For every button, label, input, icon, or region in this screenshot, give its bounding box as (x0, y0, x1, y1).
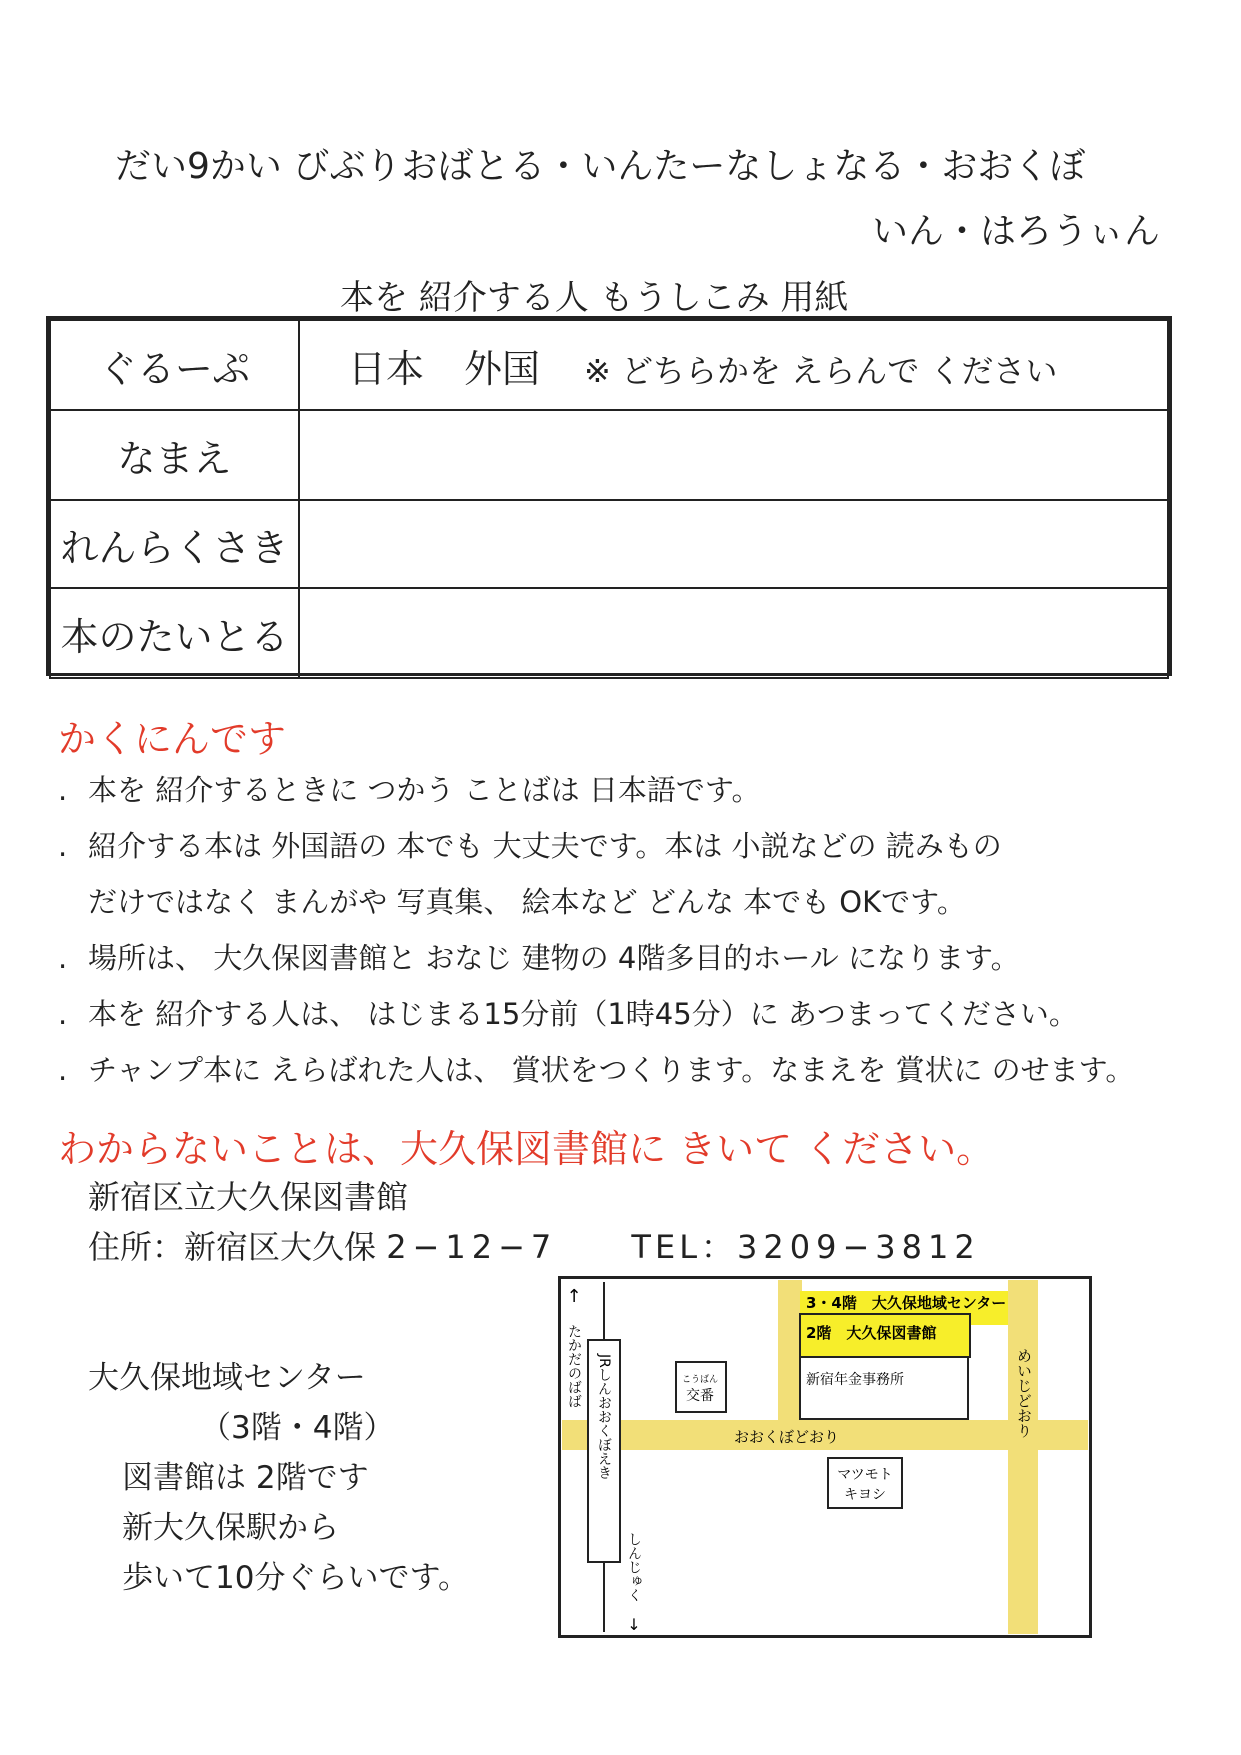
up-arrow: ↑ (566, 1286, 582, 1307)
notice-item: . 紹介する本は 外国語の 本でも 大丈夫です。本は 小説などの 読みもの (58, 818, 1134, 874)
address-line (88, 1222, 981, 1268)
inquiry-heading: わからないことは、大久保図書館に きいて ください。 (58, 1127, 995, 1171)
form-table (49, 319, 1169, 679)
pension-office-label: 新宿年金事務所 (806, 1372, 904, 1388)
notice-item: . 本を 紹介する人は、 はじまる15分前（1時45分）に あつまってください。 (58, 986, 1134, 1042)
center-floor-label: 3・4階 大久保地域センター (806, 1294, 1007, 1312)
pension-office-building (800, 1357, 968, 1419)
form-row-book-title (50, 588, 1168, 678)
jr-station-label: JRしんおおくぼえき (596, 1354, 612, 1480)
form-title: 本を 紹介する人 もうしこみ 用紙 (340, 278, 849, 318)
center-floors: （3階・4階） (200, 1410, 395, 1446)
walk-time: 歩いて10分ぐらいです。 (122, 1560, 469, 1596)
tel-number[interactable]: 3209−3812 (737, 1228, 981, 1266)
takadanobaba-label: たかだのばば (566, 1324, 582, 1408)
contact-field[interactable] (299, 500, 1168, 588)
notice-item-continued: だけではなく まんがや 写真集、 絵本など どんな 本でも OKです。 (88, 885, 966, 919)
group-choice-cell[interactable] (299, 320, 1168, 410)
option-japan[interactable]: 日本 (348, 346, 425, 391)
tel-label: TEL： (631, 1228, 738, 1266)
name-field[interactable] (299, 410, 1168, 500)
koban-building (676, 1362, 726, 1412)
label-contact: れんらくさき (50, 500, 299, 588)
bullet: . (58, 1053, 68, 1087)
event-title: だい9かい びぶりおばとる・いんたーなしょなる・おおくぼ (115, 146, 1086, 187)
store-label-line2: キヨシ (844, 1487, 886, 1503)
okubo-street-label: おおくぼどおり (734, 1428, 840, 1446)
notice-item: . チャンプ本に えらばれた人は、 賞状をつくります。なまえを 賞状に のせます。 (58, 1042, 1134, 1098)
label-group: ぐるーぷ (50, 320, 299, 410)
book-title-field[interactable] (299, 588, 1168, 678)
form-row-group (50, 320, 1168, 410)
address-number: 2−12−7 (386, 1228, 558, 1266)
library-floor-label: 2階 大久保図書館 (806, 1324, 937, 1342)
label-name: なまえ (50, 410, 299, 500)
address-label: 住所：新宿区大久保 (88, 1228, 377, 1266)
access-map (558, 1276, 1092, 1638)
library-floor: 図書館は 2階です (122, 1460, 369, 1496)
choice-note: ※ どちらかを えらんで ください (584, 351, 1058, 390)
form-row-contact (50, 500, 1168, 588)
notice-item: . 場所は、 大久保図書館と おなじ 建物の 4階多目的ホール になります。 (58, 930, 1134, 986)
event-title-line2: いん・はろうぃん (872, 211, 1161, 252)
down-arrow: ↓ (627, 1615, 641, 1634)
label-book-title: 本のたいとる (50, 588, 299, 678)
koban-ruby: こうばん (682, 1375, 719, 1385)
shinjuku-label: しんじゅく (626, 1532, 642, 1602)
center-name: 大久保地域センター (88, 1360, 366, 1396)
form-row-name (50, 410, 1168, 500)
notice-item: . 本を 紹介するときに つかう ことばは 日本語です。 (58, 762, 1134, 818)
from-station: 新大久保駅から (122, 1510, 339, 1546)
notices-list (58, 762, 1134, 1098)
koban-label: 交番 (686, 1388, 714, 1404)
bullet: . (58, 773, 68, 807)
meiji-street-road (1008, 1280, 1038, 1634)
bullet: . (58, 941, 68, 975)
option-foreign[interactable]: 外国 (464, 346, 541, 391)
library-name: 新宿区立大久保図書館 (88, 1178, 409, 1216)
meiji-street-label: めいじどおり (1015, 1348, 1033, 1438)
notices-heading: かくにんです (58, 717, 287, 761)
bullet: . (58, 997, 68, 1031)
store-label-line1: マツモト (837, 1467, 893, 1483)
application-form (46, 316, 1172, 676)
side-road (778, 1280, 802, 1424)
bullet: . (58, 829, 68, 863)
